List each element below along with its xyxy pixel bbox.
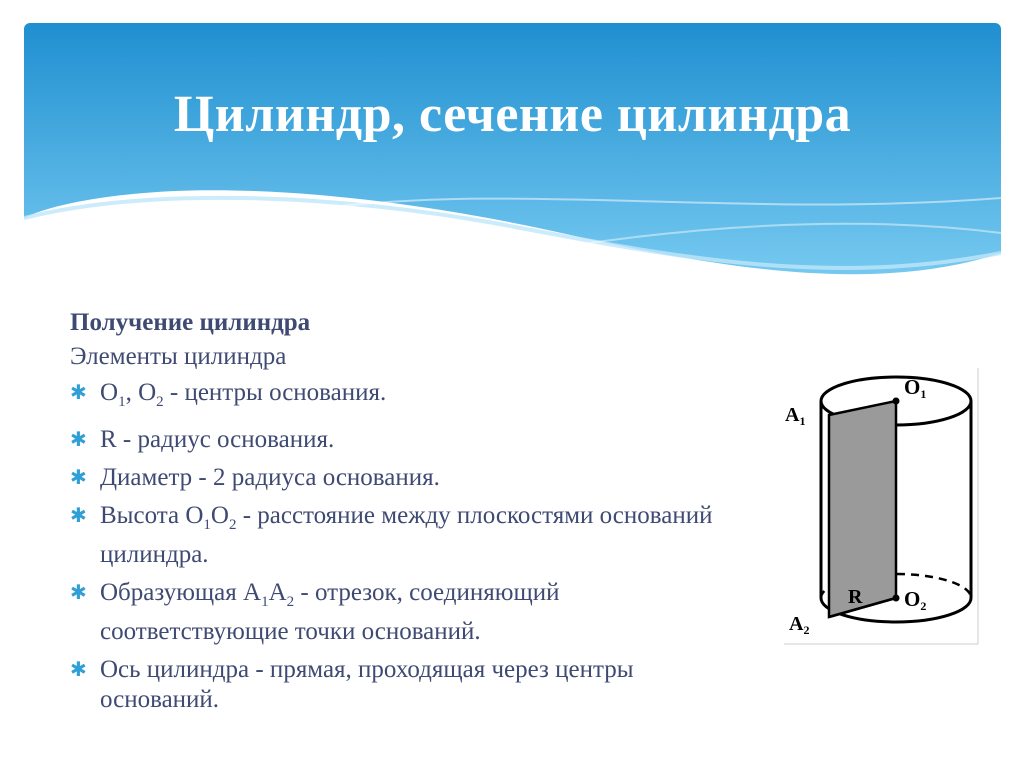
bullet-item xyxy=(70,463,750,493)
point-o1 xyxy=(893,398,900,405)
label-a1: $A_1$ xyxy=(785,404,806,428)
bullet-marker-icon: ✱ xyxy=(70,429,87,451)
bullet-list xyxy=(70,378,750,715)
slide xyxy=(24,23,1001,743)
bullet-text: - расстояние между плоскостями оснований цилиндра. xyxy=(100,502,713,568)
bullet-text: - отрезок, соединяющий соответствующие точки оснований. xyxy=(100,579,560,645)
bullet-text: - центры основания. xyxy=(163,379,387,406)
section-subheading: Элементы цилиндра xyxy=(70,343,287,370)
bullet-text: O xyxy=(210,502,229,529)
subscript: 1 xyxy=(261,594,269,610)
subscript: 2 xyxy=(286,594,295,610)
bullet-text: Высота O xyxy=(100,502,204,529)
bullet-text: O xyxy=(100,379,119,406)
bullet-marker-icon: ✱ xyxy=(70,382,87,404)
bullet-marker-icon: ✱ xyxy=(70,659,87,681)
bullet-marker-icon: ✱ xyxy=(70,505,87,527)
bullet-item xyxy=(70,378,750,417)
bullet-item xyxy=(70,655,750,715)
bullet-item xyxy=(70,578,750,647)
bullet-text: Диаметр - 2 радиуса основания. xyxy=(100,464,440,491)
label-o1: O1 xyxy=(904,375,927,401)
section-heading: Получение цилиндра xyxy=(70,309,311,336)
bullet-item xyxy=(70,501,750,570)
title-banner xyxy=(24,23,1001,323)
label-a2: $A_2$ xyxy=(789,613,810,637)
bullet-item xyxy=(70,425,750,455)
subscript: 1 xyxy=(203,517,211,533)
bullet-marker-icon: ✱ xyxy=(70,467,87,489)
subscript: 2 xyxy=(228,517,237,533)
bullet-text: Образующая A xyxy=(100,579,262,606)
subscript: 1 xyxy=(118,394,126,410)
bullet-text: , O xyxy=(125,379,157,406)
label-r: R xyxy=(848,586,863,608)
bullet-marker-icon: ✱ xyxy=(70,582,87,604)
label-o2: O2 xyxy=(904,587,927,613)
point-o2 xyxy=(893,595,900,602)
bullet-text: R - радиус основания. xyxy=(100,426,335,453)
content-block xyxy=(70,308,750,723)
slide-title: Цилиндр, сечение цилиндра xyxy=(173,86,852,143)
subscript: 2 xyxy=(156,394,164,410)
bullet-text: A xyxy=(268,579,287,606)
cylinder-diagram xyxy=(784,368,980,646)
axial-section xyxy=(829,401,896,617)
bullet-text: Ось цилиндра - прямая, проходящая через центры оснований. xyxy=(100,656,634,713)
